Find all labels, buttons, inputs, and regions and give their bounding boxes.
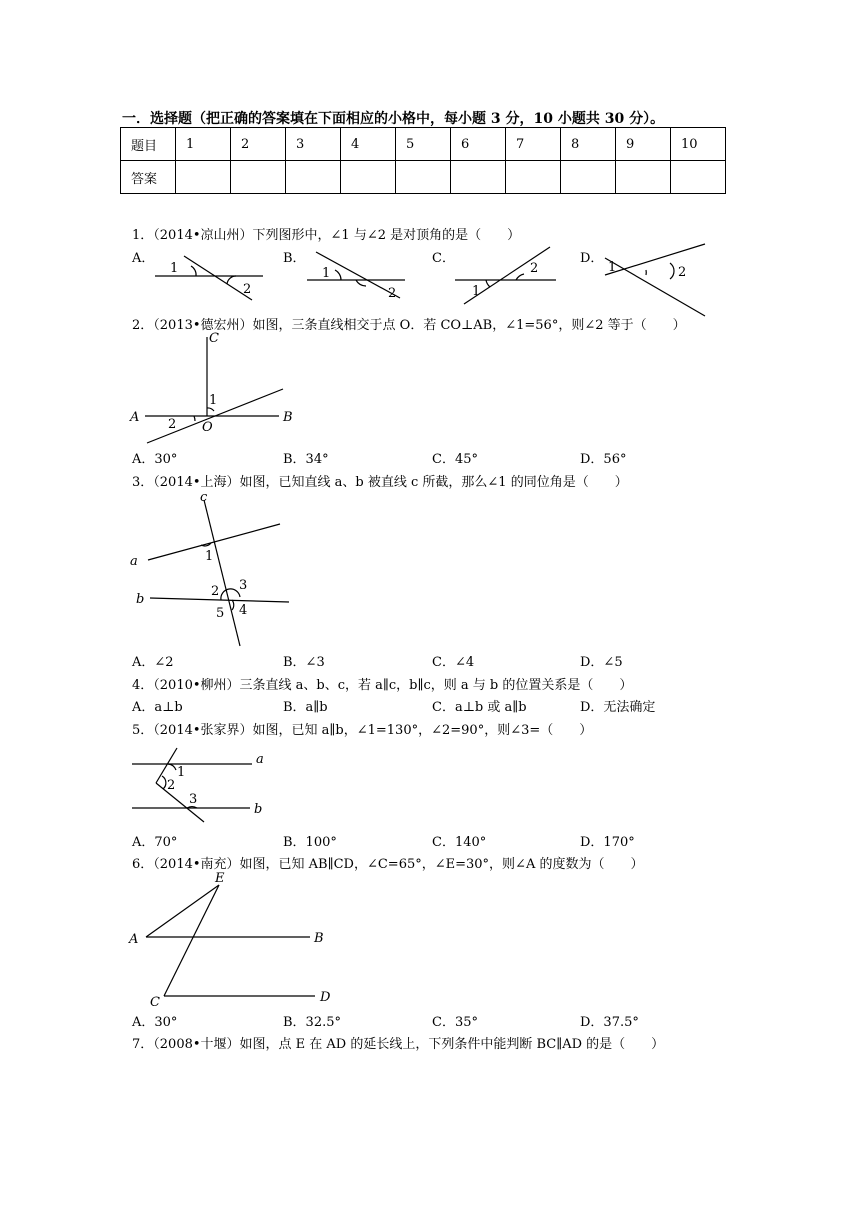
angle-label: 2 xyxy=(211,584,220,599)
q6-option-c[interactable]: C．35° xyxy=(432,1015,478,1030)
q5-option-c[interactable]: C．140° xyxy=(432,835,487,850)
point-label-c: C xyxy=(150,995,160,1010)
table-cell: 8 xyxy=(561,128,616,161)
q1-option-d[interactable]: D． xyxy=(580,251,604,266)
point-label-b: B xyxy=(314,931,324,946)
angle-label: 1 xyxy=(177,765,186,780)
row-head-answer: 答案 xyxy=(121,161,176,194)
point-label-a: A xyxy=(129,932,139,947)
q4-option-c[interactable]: C．a⊥b 或 a∥b xyxy=(432,700,527,715)
question-5-stem: 5．（2014•张家界）如图，已知 a∥b，∠1=130°，∠2=90°，则∠3=（ ） xyxy=(132,723,593,738)
point-label-c: C xyxy=(209,331,219,346)
table-cell: 1 xyxy=(176,128,231,161)
question-7-stem: 7．（2008•十堰）如图，点 E 在 AD 的延长线上，下列条件中能判断 BC∥AD 的是（ ） xyxy=(132,1037,665,1052)
table-cell: 7 xyxy=(506,128,561,161)
table-cell: 6 xyxy=(451,128,506,161)
table-cell: 10 xyxy=(671,128,726,161)
table-cell: 3 xyxy=(286,128,341,161)
q6-option-a[interactable]: A．30° xyxy=(132,1015,178,1030)
q2-option-b[interactable]: B．34° xyxy=(283,452,329,467)
q2-option-d[interactable]: D．56° xyxy=(580,452,627,467)
line-label-b: b xyxy=(136,592,145,607)
point-label-a: A xyxy=(130,410,140,425)
angle-label: 1 xyxy=(205,549,214,564)
angle-label: 3 xyxy=(189,792,198,807)
line-label-b: b xyxy=(254,802,263,817)
angle-label: 1 xyxy=(209,393,218,408)
point-label-b: B xyxy=(283,410,293,425)
fig-label: 2 xyxy=(388,286,397,301)
q1-option-c[interactable]: C． xyxy=(432,251,455,266)
q5-option-a[interactable]: A．70° xyxy=(132,835,178,850)
row-head-question: 题目 xyxy=(121,128,176,161)
q5-option-b[interactable]: B．100° xyxy=(283,835,337,850)
angle-label: 4 xyxy=(239,603,248,618)
fig-label: 1 xyxy=(608,260,617,275)
angle-label: 2 xyxy=(168,417,177,432)
fig-label: 2 xyxy=(530,261,539,276)
q3-option-b[interactable]: B．∠3 xyxy=(283,655,325,670)
q4-option-b[interactable]: B．a∥b xyxy=(283,700,328,715)
line-label-a: a xyxy=(130,554,138,569)
q4-option-a[interactable]: A．a⊥b xyxy=(132,700,183,715)
q2-option-c[interactable]: C．45° xyxy=(432,452,478,467)
fig-label: 1 xyxy=(472,284,481,299)
fig-label: 1 xyxy=(322,266,331,281)
section-title: 一．选择题（把正确的答案填在下面相应的小格中，每小题 3 分，10 小题共 30 分）。 xyxy=(122,111,665,127)
q5-option-d[interactable]: D．170° xyxy=(580,835,635,850)
angle-label: 2 xyxy=(167,778,176,793)
q1-option-b[interactable]: B． xyxy=(283,251,306,266)
question-3-stem: 3．（2014•上海）如图，已知直线 a、b 被直线 c 所截，那么∠1 的同位角是（ ） xyxy=(132,475,628,490)
line-label-c: c xyxy=(200,490,208,505)
table-cell: 9 xyxy=(616,128,671,161)
point-label-o: O xyxy=(202,420,213,435)
q6-option-b[interactable]: B．32.5° xyxy=(283,1015,341,1030)
question-1-stem: 1．（2014•凉山州）下列图形中，∠1 与∠2 是对顶角的是（ ） xyxy=(132,228,521,243)
table-cell: 5 xyxy=(396,128,451,161)
q6-option-d[interactable]: D．37.5° xyxy=(580,1015,639,1030)
table-cell: 4 xyxy=(341,128,396,161)
fig-label: 2 xyxy=(243,282,252,297)
table-cell: 2 xyxy=(231,128,286,161)
q3-option-d[interactable]: D．∠5 xyxy=(580,655,623,670)
q2-option-a[interactable]: A．30° xyxy=(132,452,178,467)
question-4-stem: 4．（2010•柳州）三条直线 a、b、c，若 a∥c，b∥c，则 a 与 b 的位置关系是（ ） xyxy=(132,678,633,693)
fig-label: 1 xyxy=(170,261,179,276)
question-6-stem: 6．（2014•南充）如图，已知 AB∥CD，∠C=65°，∠E=30°，则∠A 的度数为（ ） xyxy=(132,857,644,872)
point-label-d: D xyxy=(320,990,331,1005)
point-label-e: E xyxy=(215,871,225,886)
q1-option-a[interactable]: A． xyxy=(132,251,155,266)
q3-option-a[interactable]: A．∠2 xyxy=(132,655,174,670)
fig-label: 2 xyxy=(678,265,687,280)
line-label-a: a xyxy=(256,752,264,767)
q3-option-c[interactable]: C．∠4 xyxy=(432,655,475,670)
question-2-stem: 2．（2013•德宏州）如图，三条直线相交于点 O．若 CO⊥AB，∠1=56°，则∠2 等于（ ） xyxy=(132,318,686,333)
angle-label: 5 xyxy=(216,606,225,621)
angle-label: 3 xyxy=(239,578,248,593)
q4-option-d[interactable]: D．无法确定 xyxy=(580,700,656,715)
